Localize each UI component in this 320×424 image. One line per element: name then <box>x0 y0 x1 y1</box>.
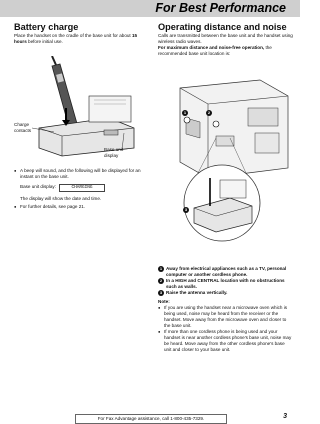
operating-heading: Operating distance and noise <box>158 22 287 32</box>
note-2: ● If more than one cordless phone is being used and your handset is near another cordless phone's base unit, noise may be heard. Move away from the other cordless phone's base unit and closer to your base unit. <box>158 329 293 353</box>
base-label-line1: Base unit <box>104 147 124 152</box>
room-illustration <box>160 78 290 243</box>
item-3-badge: 3 <box>159 290 163 295</box>
item-1-text: Away from electrical appliances such as a TV, personal computer or another cordless phone. <box>166 266 287 277</box>
footer-assistance: For Fax Advantage assistance, call 1-800-435-7329. <box>75 414 227 424</box>
item-2-badge: 2 <box>159 278 163 283</box>
location-list <box>158 266 293 353</box>
display-row <box>20 184 149 192</box>
page-header <box>0 0 300 17</box>
base-label-line2: display <box>104 152 119 158</box>
charge-label-line2: contacts <box>14 127 32 133</box>
location-item-1 <box>158 266 293 278</box>
item-1-badge: 1 <box>159 266 163 271</box>
battery-intro-text: Place the handset on the cradle of the base unit for about <box>14 33 132 38</box>
note-1: ● If you are using the handset near a microwave oven which is being used, noise may be heard from the receiver or the handset. Move away from the microwave oven and closer to the base unit. <box>158 305 293 329</box>
badge-3: 3 <box>184 207 188 212</box>
base-display-label <box>104 147 123 158</box>
charge-contacts-label <box>14 122 31 133</box>
item-2-text: In a HIGH and CENTRAL location with no obstructions such as walls. <box>166 278 285 289</box>
handset-cradle-illustration <box>14 56 149 161</box>
operating-intro-post: the recommended base unit location is: <box>158 45 272 56</box>
badge-1: 1 <box>183 110 187 115</box>
battery-section <box>14 22 149 45</box>
note-label: Note: <box>158 299 170 304</box>
page-footer <box>0 414 300 424</box>
battery-bullet-2: ● For further details, see page 21. <box>14 204 149 210</box>
charge-label-line1: Charge <box>14 122 30 127</box>
date-note: The display will show the date and time. <box>20 196 102 201</box>
battery-intro <box>14 33 149 45</box>
page-number: 3 <box>283 413 287 420</box>
operating-intro: Calls are transmitted between the base unit and the handset using wireless radio waves. <box>158 33 293 44</box>
operating-section <box>158 22 293 57</box>
item-3-text: Raise the antenna vertically. <box>166 290 228 295</box>
battery-notes <box>14 168 149 210</box>
display-value: CHARGING <box>59 184 105 192</box>
page-header-title: For Best Performance <box>155 1 286 15</box>
battery-intro-bold: 15 hours <box>14 33 138 44</box>
display-label: Base unit display: <box>20 184 57 189</box>
location-item-2 <box>158 278 293 290</box>
operating-intro-2 <box>158 45 293 57</box>
battery-heading: Battery charge <box>14 22 79 32</box>
badge-2: 2 <box>207 110 211 115</box>
operating-intro-bold: For maximum distance and noise-free operation, <box>158 45 265 50</box>
battery-bullet-1: ● A beep will sound, and the following will be displayed for an instant on the base unit. <box>14 168 149 180</box>
location-item-3 <box>158 290 293 296</box>
battery-intro-text-end: before initial use. <box>26 39 63 44</box>
